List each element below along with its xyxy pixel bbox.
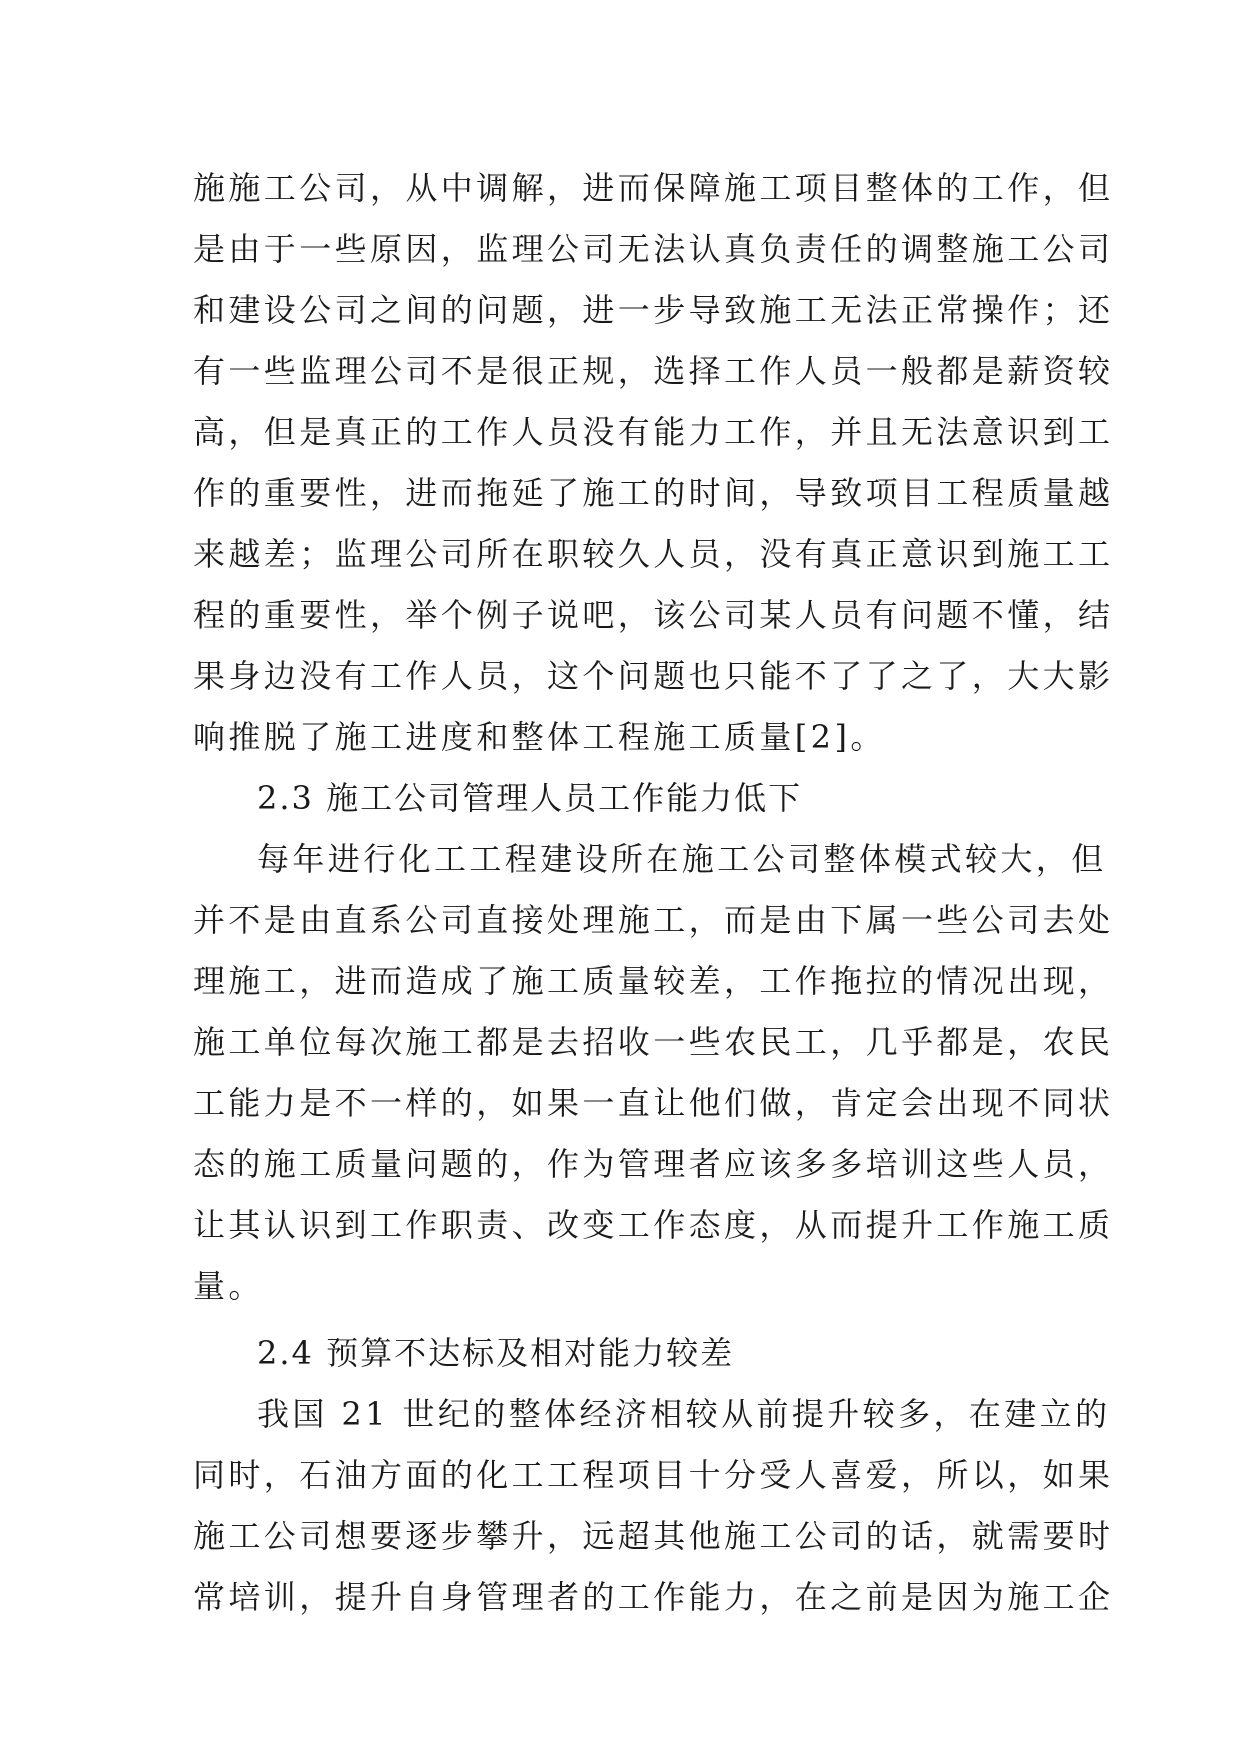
paragraph-line: 响推脱了施工进度和整体工程施工质量[2]。 — [193, 718, 886, 756]
section-heading: 2.4 预算不达标及相对能力较差 — [257, 1334, 735, 1372]
paragraph-line: 施工单位每次施工都是去招收一些农民工，几乎都是，农民 — [193, 1023, 1114, 1061]
document-body — [193, 158, 1114, 1628]
paragraph-line: 果身边没有工作人员，这个问题也只能不了了之了，大大影 — [193, 657, 1114, 695]
paragraph-line: 并不是由直系公司直接处理施工，而是由下属一些公司去处 — [193, 901, 1114, 939]
paragraph-line: 每年进行化工工程建设所在施工公司整体模式较大，但 — [257, 840, 1107, 878]
paragraph-line: 工能力是不一样的，如果一直让他们做，肯定会出现不同状 — [193, 1084, 1114, 1122]
paragraph-line: 施工公司想要逐步攀升，远超其他施工公司的话，就需要时 — [193, 1517, 1114, 1555]
paragraph-line: 和建设公司之间的问题，进一步导致施工无法正常操作；还 — [193, 291, 1114, 329]
paragraph-line: 让其认识到工作职责、改变工作态度，从而提升工作施工质 — [193, 1206, 1114, 1244]
paragraph-line: 态的施工质量问题的，作为管理者应该多多培训这些人员， — [193, 1145, 1114, 1183]
paragraph-line: 作的重要性，进而拖延了施工的时间，导致项目工程质量越 — [193, 474, 1114, 512]
paragraph-line: 是由于一些原因，监理公司无法认真负责任的调整施工公司 — [193, 230, 1114, 268]
paragraph-line: 同时，石油方面的化工工程项目十分受人喜爱，所以，如果 — [193, 1456, 1114, 1494]
paragraph-line: 有一些监理公司不是很正规，选择工作人员一般都是薪资较 — [193, 352, 1114, 390]
paragraph-line: 量。 — [193, 1267, 264, 1305]
paragraph-line: 施施工公司，从中调解，进而保障施工项目整体的工作，但 — [193, 169, 1114, 207]
paragraph-line: 来越差；监理公司所在职较久人员，没有真正意识到施工工 — [193, 535, 1114, 573]
section-heading: 2.3 施工公司管理人员工作能力低下 — [257, 779, 803, 817]
paragraph-line: 常培训，提升自身管理者的工作能力，在之前是因为施工企 — [193, 1578, 1114, 1616]
paragraph-line: 程的重要性，举个例子说吧，该公司某人员有问题不懂，结 — [193, 596, 1114, 634]
paragraph-line: 理施工，进而造成了施工质量较差，工作拖拉的情况出现， — [193, 962, 1114, 1000]
paragraph-line: 我国 21 世纪的整体经济相较从前提升较多，在建立的 — [257, 1395, 1111, 1433]
paragraph-line: 高，但是真正的工作人员没有能力工作，并且无法意识到工 — [193, 413, 1114, 451]
